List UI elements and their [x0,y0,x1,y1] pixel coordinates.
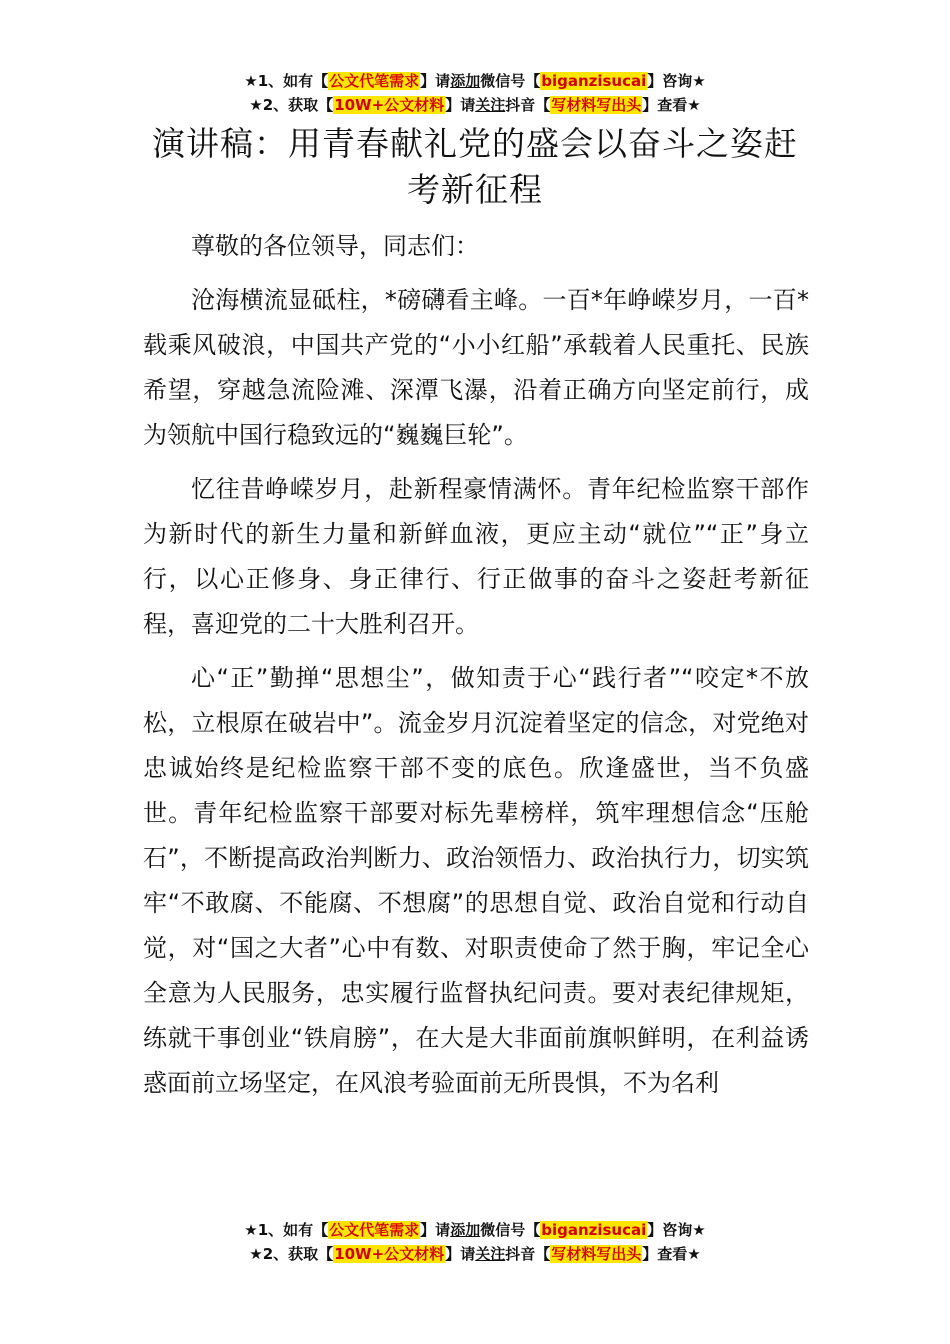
footer-ad-block [0,1218,950,1266]
document-body [143,224,809,1115]
ad-text: 】咨询★ [647,1221,706,1239]
ad-underlined: 添加 [450,72,481,90]
paragraph: 忆往昔峥嵘岁月，赴新程豪情满怀。青年纪检监察干部作为新时代的新生力量和新鲜血液，更应主动“就位”“正”身立行，以心正修身、身正律行、行正做事的奋斗之姿赶考新征程，喜迎党的二十大胜利召开。 [143,475,809,638]
ad-text: 】咨询★ [647,72,706,90]
ad-highlight: 10W+公文材料 [334,1245,445,1263]
ad-text: ★1、如有【 [244,72,329,90]
ad-text: ★1、如有【 [244,1221,329,1239]
ad-highlight: 公文代笔需求 [329,72,420,90]
ad-line-1 [0,1218,950,1242]
paragraph: 心“正”勤掸“思想尘”，做知责于心“践行者”“咬定*不放松，立根原在破岩中”。流金岁月沉淀着坚定的信念，对党绝对忠诚始终是纪检监察干部不变的底色。欣逢盛世，当不负盛世。青年纪检监察干部要对标先辈榜样，筑牢理想信念“压舱石”，不断提高政治判断力、政治领悟力、政治执行力，切实筑牢“不敢腐、不能腐、不想腐”的思想自觉、政治自觉和行动自觉，对“国之大者”心中有数、对职责使命了然于胸，牢记全心全意为人民服务，忠实履行监督执纪问责。要对表纪律规矩，练就干事创业“铁肩膀”，在大是大非面前旗帜鲜明，在利益诱惑面前立场坚定，在风浪考验面前无所畏惧，不为名利 [143,664,809,1097]
ad-highlight: biganzisucai [541,1221,647,1239]
ad-text: 抖音【 [505,96,551,114]
ad-text: 抖音【 [505,1245,551,1263]
ad-underlined: 添加 [450,1221,481,1239]
ad-highlight: biganzisucai [541,72,647,90]
paragraph: 沧海横流显砥柱，*磅礴看主峰。一百*年峥嵘岁月，一百*载乘风破浪，中国共产党的“小小红船”承载着人民重托、民族希望，穿越急流险滩、深潭飞瀑，沿着正确方向坚定前行，成为领航中国行稳致远的“巍巍巨轮”。 [143,286,809,449]
ad-highlight: 写材料写出头 [551,1245,642,1263]
ad-text: ★2、获取【 [249,96,334,114]
document-title: 演讲稿：用青春献礼党的盛会以奋斗之姿赶考新征程 [152,124,798,209]
ad-line-1 [0,69,950,93]
ad-text: 】查看★ [642,96,701,114]
ad-line-2 [0,1242,950,1266]
ad-text: 】请 [445,1245,476,1263]
ad-highlight: 公文代笔需求 [329,1221,420,1239]
header-ad-block [0,69,950,117]
ad-line-2 [0,93,950,117]
ad-text: 微信号【 [480,72,541,90]
ad-text: 微信号【 [480,1221,541,1239]
ad-highlight: 写材料写出头 [551,96,642,114]
ad-underlined: 关注 [475,96,506,114]
ad-text: 】请 [445,96,476,114]
ad-underlined: 关注 [475,1245,506,1263]
ad-text: 】请 [420,72,451,90]
ad-text: ★2、获取【 [249,1245,334,1263]
ad-text: 】查看★ [642,1245,701,1263]
ad-highlight: 10W+公文材料 [334,96,445,114]
paragraph-salutation: 尊敬的各位领导，同志们： [191,232,479,260]
ad-text: 】请 [420,1221,451,1239]
